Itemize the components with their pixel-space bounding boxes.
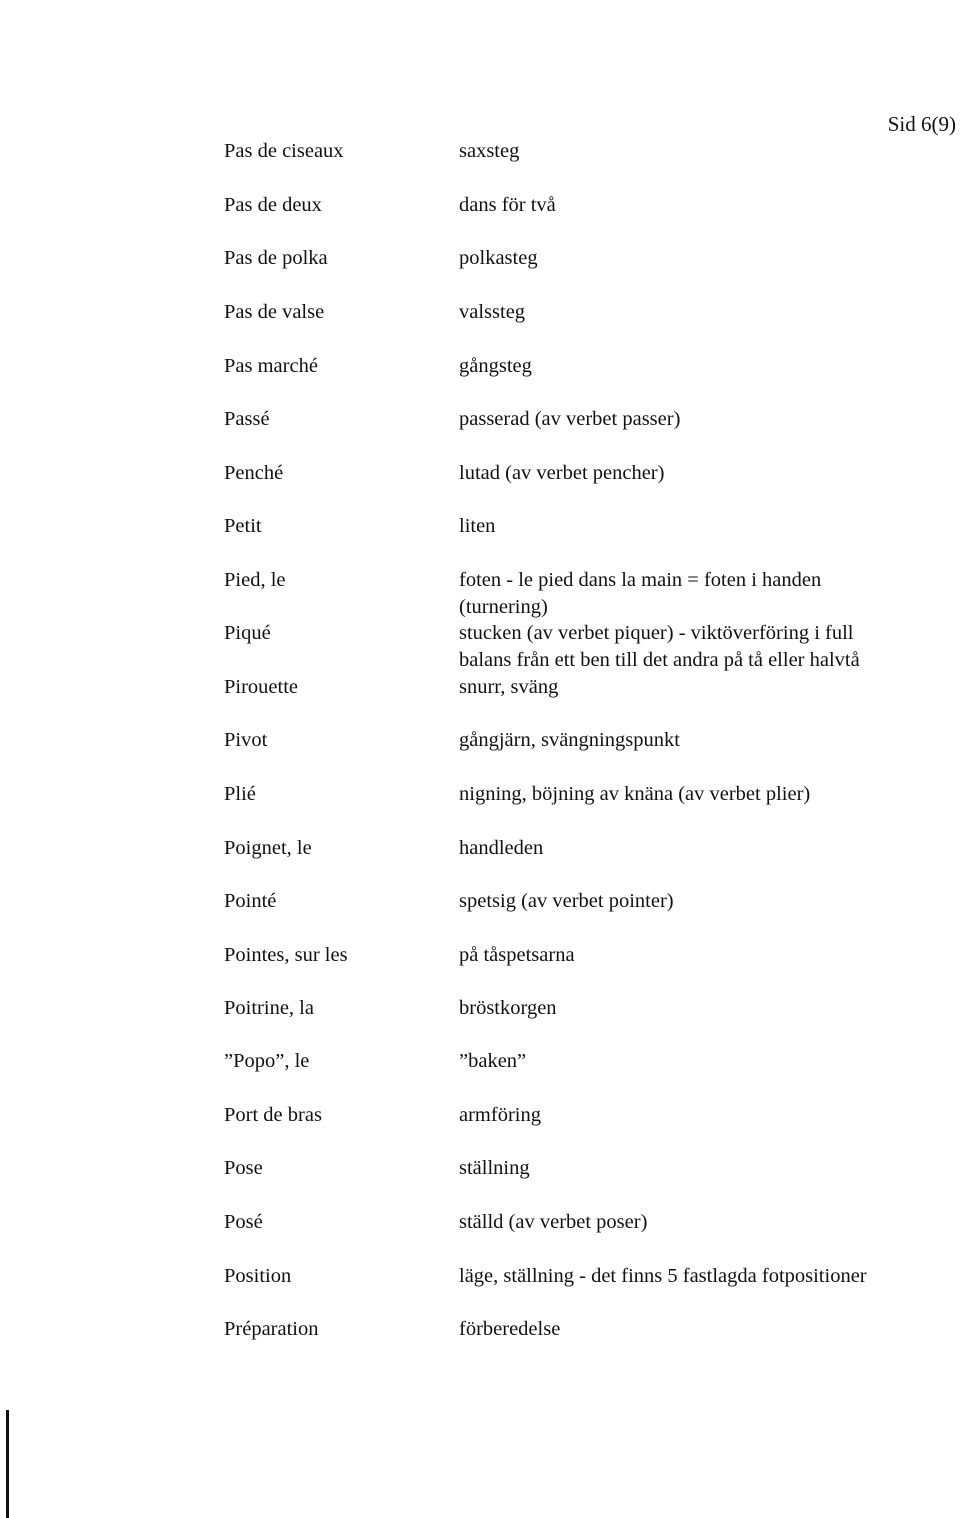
glossary-definition — [459, 942, 929, 969]
glossary-definition-line: nigning, böjning av knäna (av verbet plier) — [459, 783, 811, 805]
glossary-definition — [459, 781, 929, 808]
glossary-definition-line: balans från ett ben till det andra på tå eller halvtå — [459, 649, 860, 671]
glossary-definition — [459, 727, 929, 754]
glossary-definition — [459, 1209, 929, 1236]
glossary-term: Passé — [224, 408, 270, 430]
glossary-definition — [459, 1155, 929, 1182]
glossary-definition-line: handleden — [459, 837, 544, 859]
glossary-term: ”Popo”, le — [224, 1050, 310, 1072]
glossary-definition — [459, 192, 929, 219]
glossary-term: Pied, le — [224, 569, 286, 591]
glossary-term: Pas marché — [224, 355, 318, 377]
glossary-definition-line: bröstkorgen — [459, 997, 557, 1019]
glossary-definition-line: dans för två — [459, 194, 556, 216]
glossary-definition — [459, 406, 929, 433]
glossary-term: Pas de polka — [224, 247, 328, 269]
glossary-term: Pointé — [224, 890, 277, 912]
glossary-definition-line: saxsteg — [459, 140, 520, 162]
glossary-definition-line: armföring — [459, 1104, 541, 1126]
glossary-definition — [459, 299, 929, 326]
glossary-definition-line: stucken (av verbet piquer) - viktöverföring i full — [459, 622, 854, 644]
glossary-definition-line: förberedelse — [459, 1318, 561, 1340]
glossary-term: Pas de deux — [224, 194, 322, 216]
glossary-definition — [459, 995, 929, 1022]
glossary-definition-line: gångsteg — [459, 355, 532, 377]
glossary-definition-line: lutad (av verbet pencher) — [459, 462, 665, 484]
glossary-definition — [459, 620, 929, 674]
glossary-term: Pointes, sur les — [224, 944, 348, 966]
glossary-definition-line: liten — [459, 515, 496, 537]
glossary-definition-line: valssteg — [459, 301, 526, 323]
glossary-term: Petit — [224, 515, 262, 537]
glossary-term: Préparation — [224, 1318, 319, 1340]
glossary-term: Position — [224, 1265, 292, 1287]
glossary-definition-line: spetsig (av verbet pointer) — [459, 890, 674, 912]
glossary-definition — [459, 1263, 929, 1290]
glossary-term: Piqué — [224, 622, 271, 644]
glossary-definition — [459, 1316, 929, 1343]
glossary-definition-line: på tåspetsarna — [459, 944, 575, 966]
glossary-definition-line: läge, ställning - det finns 5 fastlagda fotpositioner — [459, 1265, 867, 1287]
glossary-term: Port de bras — [224, 1104, 322, 1126]
glossary-definition-line: snurr, sväng — [459, 676, 559, 698]
glossary-definition-line: passerad (av verbet passer) — [459, 408, 681, 430]
glossary-term: Poignet, le — [224, 837, 312, 859]
glossary-term: Pas de valse — [224, 301, 325, 323]
page-number: Sid 6(9) — [887, 112, 956, 136]
glossary-definition — [459, 513, 929, 540]
glossary-definition-line: ställning — [459, 1157, 530, 1179]
glossary-term: Posé — [224, 1211, 263, 1233]
glossary-definition — [459, 1048, 929, 1075]
glossary-definition-line: ”baken” — [459, 1050, 527, 1072]
glossary-definition-line: polkasteg — [459, 247, 538, 269]
glossary-definition-line: (turnering) — [459, 596, 548, 618]
glossary-term: Pose — [224, 1157, 263, 1179]
margin-bar — [6, 1410, 9, 1518]
glossary-term: Penché — [224, 462, 284, 484]
glossary-term: Plié — [224, 783, 256, 805]
glossary-term: Poitrine, la — [224, 997, 314, 1019]
glossary-definition — [459, 567, 929, 621]
glossary-definition-line: gångjärn, svängningspunkt — [459, 729, 680, 751]
glossary-definition — [459, 1102, 929, 1129]
glossary-definition — [459, 835, 929, 862]
glossary-term: Pirouette — [224, 676, 299, 698]
glossary-definition — [459, 245, 929, 272]
glossary-definition — [459, 888, 929, 915]
glossary-definition — [459, 460, 929, 487]
glossary-definition — [459, 353, 929, 380]
glossary-term: Pas de ciseaux — [224, 140, 344, 162]
glossary-term: Pivot — [224, 729, 268, 751]
glossary-definition-line: foten - le pied dans la main = foten i handen — [459, 569, 822, 591]
glossary-definition-line: ställd (av verbet poser) — [459, 1211, 648, 1233]
glossary-definition — [459, 138, 929, 165]
glossary-definition — [459, 674, 929, 701]
